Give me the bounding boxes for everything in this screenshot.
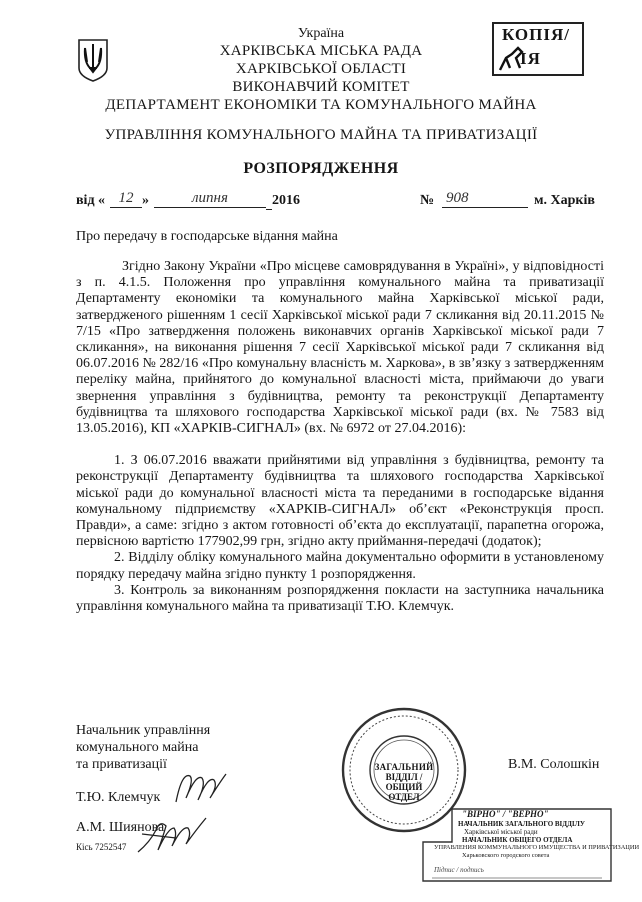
executor-reference: Кісь 7252547 [76, 842, 127, 852]
document-body [76, 259, 604, 615]
date-close-quote: » [142, 193, 149, 208]
issuer-header [120, 26, 522, 96]
signer-3-name: В.М. Солошкін [508, 757, 600, 772]
order-item-2: 2. Відділу обліку комунального майна документально оформити в установленому порядку передачу майна згідно пункту 1 розпорядження. [76, 550, 604, 582]
date-day: 12 [110, 190, 142, 208]
order-item-3: 3. Контроль за виконанням розпорядження покласти на заступника начальника управління комунального майна та приватизації Т.Ю. Клемчук. [76, 582, 604, 615]
department-name: ДЕПАРТАМЕНТ ЕКОНОМІКИ ТА КОМУНАЛЬНОГО МАЙНА [105, 97, 537, 113]
date-number-row [76, 190, 606, 213]
administration-name: УПРАВЛІННЯ КОМУНАЛЬНОГО МАЙНА ТА ПРИВАТИЗАЦІЇ [104, 127, 538, 143]
city-name: м. Харків [534, 193, 595, 208]
oblast-name: ХАРКІВСЬКОЇ ОБЛАСТІ [235, 61, 407, 77]
order-item-1: 1. З 06.07.2016 вважати прийнятими від управління з будівництва, ремонту та реконструкції Департаменту будівництва та шляхового господарства Харківської міської ради до комунальної власності міста та переданими в господарське відання комунальному підприємству «ХАРКІВ-СИГНАЛ» об’єкт «Реконструкція просп. Правди», а саме: згідно з актом готовності об’єкта до експлуатації, парапетна огорожа, первісною вартістю 177902,99 грн, згідно акту приймання-передачі (додаток); [76, 453, 604, 550]
document-subject: Про передачу в господарське відання майна [76, 229, 338, 244]
true-copy-line: НАЧАЛЬНИК ОБЩЕГО ОТДЕЛА [462, 836, 573, 844]
signer-1-name: Т.Ю. Клемчук [76, 790, 161, 805]
true-copy-stamp [422, 808, 640, 882]
copy-stamp-bottom: ІЯ [520, 49, 541, 68]
true-copy-line: УПРАВЛЕНИЯ КОММУНАЛЬНОГО ИМУЩЕСТВА И ПРИВАТИЗАЦИИ [434, 844, 640, 851]
true-copy-line: Харківської міської ради [464, 828, 538, 836]
committee-name: ВИКОНАВЧИЙ КОМІТЕТ [232, 79, 410, 95]
document-type-title: РОЗПОРЯДЖЕННЯ [243, 160, 399, 177]
handwritten-signature-1 [172, 768, 230, 808]
preamble-paragraph: Згідно Закону України «Про місцеве самоврядування в Україні», у відповідності з п. 4.1.5. Положення про управління комунального майна та приватизації Департаменту економіки та комунального майна Харківської міської ради, затвердженого рішенням 1 сесії Харківської міської ради 7 скликання від 20.11.2015 № 7/15 «Про затвердження положень виконавчих органів Харківської міської ради 7 скликання», на виконання рішення 7 сесії Харківської міської ради 7 скликання від 06.07.2016 № 282/16 «Про комунальну власність м. Харкова», в зв’язку з затвердженням переліку майна, прийнятого до комунальної власності міста, приймаючи до уваги звернення управління з будівництва, ремонту та реконструкції Департаменту будівництва та шляхового господарства Харківської міської ради (вх. № 7583 від 13.05.2016), КП «ХАРКІВ-СИГНАЛ» (вх. № 6972 от 27.04.2016): [76, 259, 604, 437]
copy-stamp [492, 22, 584, 76]
council-name: ХАРКІВСЬКА МІСЬКА РАДА [219, 43, 423, 59]
trident-coat-of-arms-icon [76, 38, 110, 82]
copy-stamp-top: КОПІЯ/ [502, 25, 570, 44]
country-name: Україна [297, 26, 345, 41]
head-position [76, 722, 210, 773]
seal-center-line: ВІДДІЛ / [385, 772, 423, 782]
date-underline [266, 209, 272, 210]
true-copy-line: Харьковского городского совета [462, 852, 550, 859]
date-prefix: від [76, 193, 95, 208]
true-copy-line: НАЧАЛЬНИК ЗАГАЛЬНОГО ВІДДІЛУ [458, 820, 585, 828]
head-position-line: Начальник управління [76, 723, 211, 738]
signer-2-name: А.М. Шиянова [76, 820, 165, 835]
number-sign: № [420, 193, 435, 208]
date-month: липня [154, 190, 266, 208]
date-open-quote: « [98, 193, 105, 208]
handwritten-signature-2 [136, 812, 208, 858]
true-copy-signature-line: Підпис / подпись [434, 866, 484, 874]
date-year: 2016 [272, 193, 300, 208]
true-copy-heading: "ВІРНО" / "ВЕРНО" [462, 809, 549, 819]
document-number: 908 [442, 190, 528, 208]
seal-center-line: ЗАГАЛЬНИЙ [374, 762, 434, 772]
head-position-line: комунального майна [76, 740, 199, 755]
seal-center-line: ОБЩИЙ ОТДЕЛ [385, 782, 423, 802]
head-position-line: та приватизації [76, 757, 167, 772]
